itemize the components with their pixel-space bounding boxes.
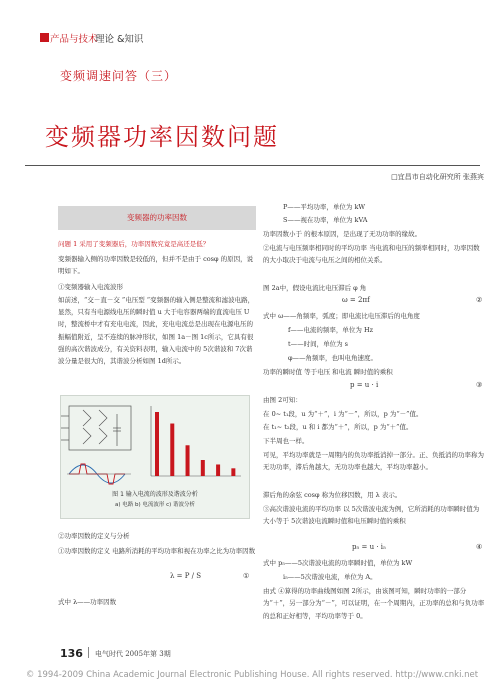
para-interval-1: 在 0~ t₁段，u 为“＋”，i 为“－”，所以，p 为“－”值。 xyxy=(263,410,423,418)
para-intro: 变频器输入侧的功率因数是较低的，但并不是由于 cosφ 的原因，说明如下。 xyxy=(58,255,254,276)
para-interval-2: 在 t₁~ t₂段，u 和 i 都为“＋”，所以，p 为“＋”值。 xyxy=(263,423,413,431)
equation-4: p₅ = u · i₅ xyxy=(352,543,386,551)
subheading-power-factor: ②功率因数的定义与分析 xyxy=(58,532,130,540)
equation-4-number: ④ xyxy=(476,543,483,551)
para-rectifier: 如前述，“交－直－交 ”电压型 “变频器的输入侧是整流和滤波电路，显然，只有当电源线电压的瞬时值 u 大于电容器两端的直流电压 U 时，整流桥中才有充电电流，因此，充电电流总是出现在电源电压的振幅值附近，呈不连续的脉冲形状，如图 1a－图 1c所示，它具有很强的高次谐波成分，有关资料表明，输入电流中的 5次谐波和 7次谐波分量是很大的，其谐波分析如图 1d所示。 xyxy=(58,296,255,366)
equation-1-number: ① xyxy=(243,572,250,580)
section-title: 变频器的功率因数 xyxy=(127,213,187,222)
article-title: 变频器功率因数问题 xyxy=(45,123,279,151)
para-pf-definition: ①功率因数的定义 电路所消耗的平均功率和视在功率之比为功率因数 xyxy=(58,547,256,555)
category-badge xyxy=(40,33,49,42)
harmonic-bar xyxy=(170,424,174,476)
journal-info: 电气时代 2005年第 3期 xyxy=(95,650,171,658)
circuit-diagram xyxy=(61,406,131,450)
para-from-fig2: 由图 2可知： xyxy=(263,396,302,404)
figure-subcaption: a) 电路 b) 电流波形 c) 谐波分析 xyxy=(114,502,196,508)
figure-1 xyxy=(60,395,250,519)
where-phi: φ——角频率，也叫电角速度。 xyxy=(288,354,378,362)
equation-3-number: ③ xyxy=(476,381,483,389)
para-harmonic-power: ③高次谐波电流的平均功率 以 5次谐波电流为例，它所消耗的功率瞬时值为大小等于 5次谐波电流瞬时值和电压瞬时值的乘积 xyxy=(263,505,480,526)
para-displacement: 滞后角的余弦 cosφ 称为位移因数，用 λ 表示。 xyxy=(263,491,402,499)
harmonic-bar xyxy=(216,464,220,476)
para-reactive: 功率因数小于 的根本原因，是出现了无功功率的缘故。 xyxy=(263,230,422,238)
para-instant-power: 功率的瞬时值 等于电压 和电流 瞬时值的乘积 xyxy=(263,368,393,376)
header-subcategory: 理论 &知识 xyxy=(95,34,144,45)
def-S: S——视在功率，单位为 kVA xyxy=(283,216,368,224)
para-lower-half: 下半周也一样。 xyxy=(263,437,309,445)
equation-3: p = u · i xyxy=(350,381,379,389)
header-category: 产品与技术 xyxy=(50,34,98,45)
where-p5: 式中 p₅——5次谐波电流的功率瞬时值，单位为 kW xyxy=(263,559,413,567)
where-lambda: 式中 λ——功率因数 xyxy=(58,598,117,606)
harmonic-bar xyxy=(186,445,190,476)
para-conclusion: 由式 ④算得的功率曲线图如图 2所示，由该图可知，瞬时功率的一部分为“＋”，另一部分为“－”，可以证明，在一个周期内，正功率的总和与负功率的总和正好相等，平均功率等于 0。 xyxy=(263,587,485,620)
where-t: t——时间，单位为 s xyxy=(288,340,349,348)
subheading-input-current: ①变频器输入电流波形 xyxy=(58,283,123,291)
copyright-notice: © 1994-2009 China Academic Journal Electronic Publishing House. All rights reserved. http://www.cnki.net xyxy=(25,670,479,680)
series-title: 变频调速问答（三） xyxy=(60,69,178,83)
para-avg-power: 可见，平均功率就是一周期内的负功率抵消掉一部分。正、负抵消的功率称为无功功率，滞后角越大，无功功率也越大，平均功率越小。 xyxy=(263,451,484,472)
author-line: □宜昌市自动化研究所 张燕宾 xyxy=(391,173,484,181)
harmonic-bar xyxy=(201,460,205,476)
equation-2: ω = 2πf xyxy=(342,296,370,304)
question-1: 问题 1 采用了变频器后，功率因数究竟是高还是低？ xyxy=(58,240,210,248)
current-waveform xyxy=(67,464,131,484)
where-i5: i₅——5次谐波电流，单位为 A。 xyxy=(283,573,377,581)
equation-2-number: ② xyxy=(476,296,483,304)
page-number: 136 xyxy=(60,647,83,660)
where-omega: 式中 ω——角频率，弧度；即电流比电压滞后的电角度 xyxy=(263,312,420,320)
def-P: P——平均功率，单位为 kW xyxy=(283,203,366,211)
para-fig2a: 图 2a中，假设电流比电压滞后 φ 角 xyxy=(263,284,367,292)
footer-separator xyxy=(88,647,89,658)
where-f: f——电流的频率，单位为 Hz xyxy=(288,326,374,334)
harmonic-bar xyxy=(155,412,159,476)
harmonic-bar xyxy=(231,468,235,476)
title-divider xyxy=(25,165,480,166)
equation-1: λ = P / S xyxy=(170,572,202,580)
figure-caption: 图 1 输入电流的波形及谐波分析 xyxy=(112,491,198,498)
para-same-frequency: ②电流与电压频率相同时的平均功率 当电流和电压的频率相同时，功率因数的大小取决于电流与电压之间的相位关系。 xyxy=(263,244,480,265)
harmonic-chart xyxy=(151,406,241,476)
